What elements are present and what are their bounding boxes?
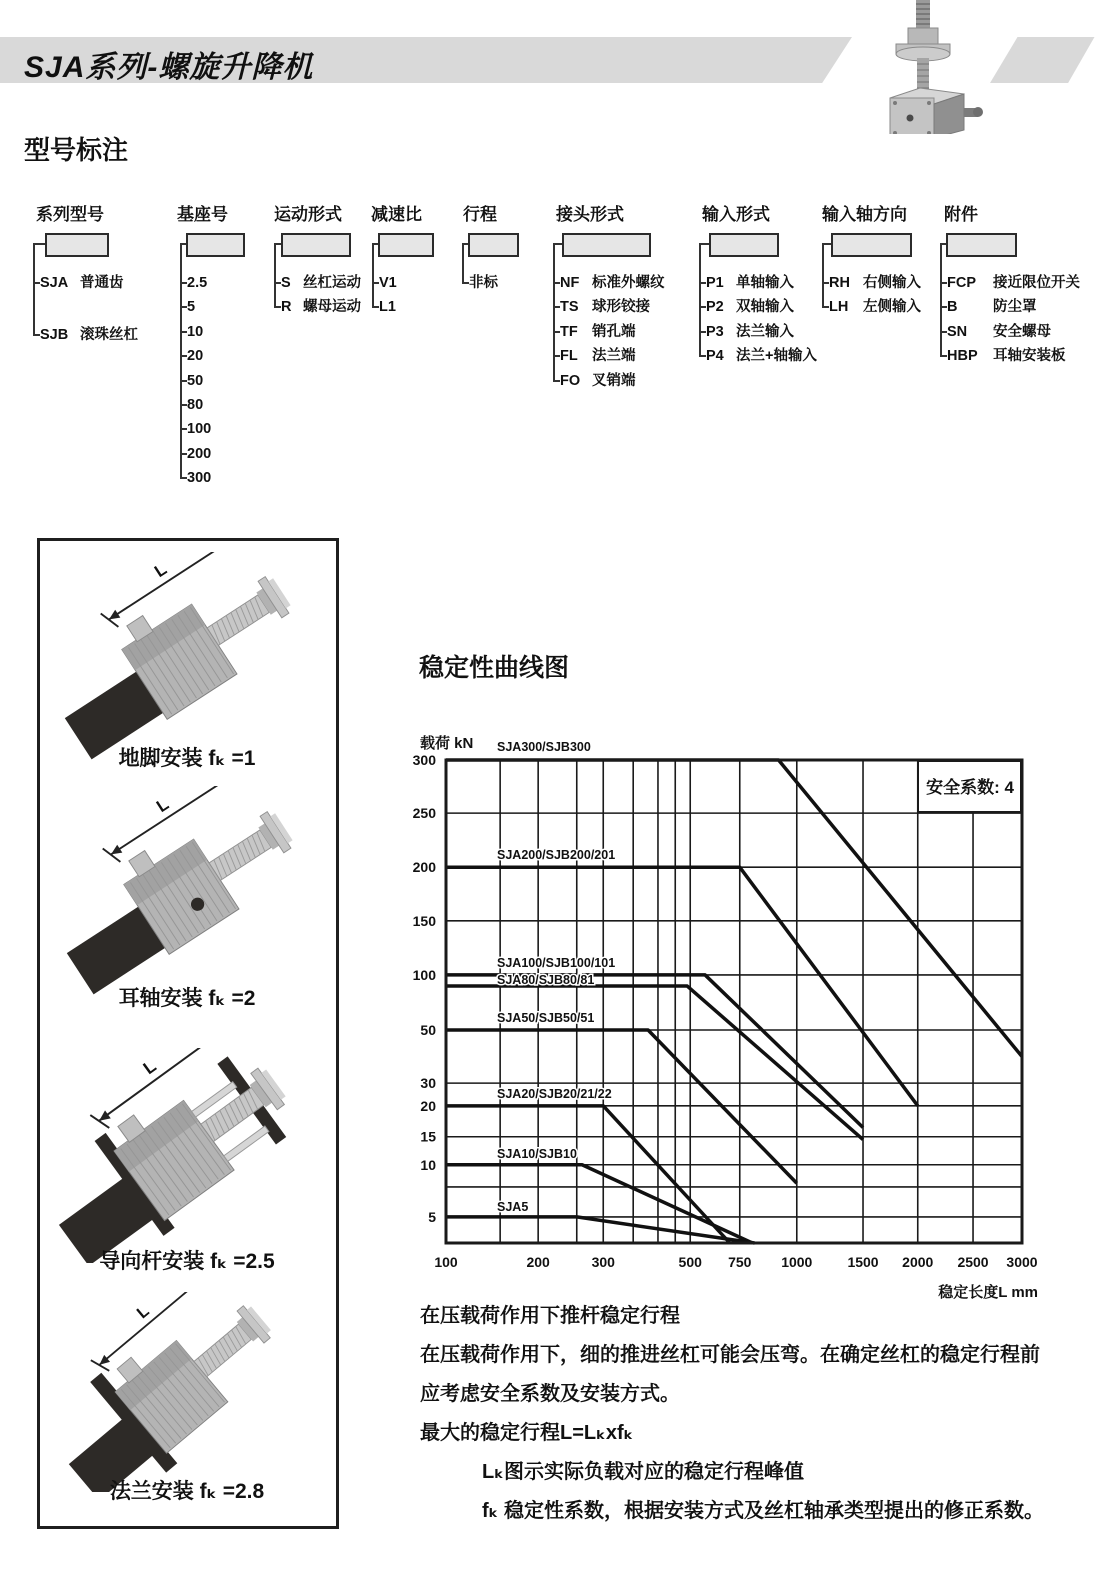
item-code: SJA [40,275,69,291]
tree-bracket-line [699,355,706,357]
tree-item [187,372,203,390]
page-title: SJA系列-螺旋升降机 [24,51,314,84]
dimension-label: L [151,559,171,582]
y-tick-label: 100 [412,966,436,983]
jack-drawing [40,1292,298,1492]
item-code: 10 [187,323,204,340]
note-line: 应考虑安全系数及安装方式。 [420,1383,680,1405]
notes-block [420,1297,1085,1531]
tree-bracket-line [33,243,45,245]
model-code-box [709,233,779,257]
lead-screw [209,830,271,880]
mount-name: 法兰安装 [109,1480,194,1503]
tree-bracket-line [553,243,562,245]
column-header: 附件 [944,205,978,224]
tree-bracket-line [822,243,824,307]
tree-bracket-line [180,477,187,479]
tree-bracket-line [462,243,464,283]
x-tick-label: 1000 [781,1254,813,1270]
y-tick-label: 20 [420,1097,436,1114]
tree-bracket-line [553,282,560,284]
mount-label-trunnion [37,982,337,1012]
x-tick-label: 2000 [902,1254,934,1270]
tree-item [947,323,1051,341]
item-code: 50 [187,372,204,389]
tree-bracket-line [180,453,187,455]
tree-bracket-line [372,306,379,308]
item-code: TF [560,323,578,340]
y-tick-label: 250 [412,805,436,822]
column-header: 输入形式 [702,205,770,224]
x-axis-title: 稳定长度L mm [938,1284,1038,1301]
note-line: fₖ 稳定性系数，根据安装方式及丝杠轴承类型提出的修正系数。 [482,1500,1044,1522]
x-tick-label: 500 [678,1254,702,1270]
stability-chart [370,640,1080,1320]
item-label: 销孔端 [588,323,636,340]
tree-item [187,396,203,414]
item-code: P2 [706,299,724,316]
lead-screw [207,595,269,645]
chart-title: 稳定性曲线图 [419,654,570,682]
tree-item [947,347,1066,365]
item-code: R [281,299,292,316]
tree-bracket-line [33,243,35,335]
model-code-box [468,233,519,257]
header-band-fragment [990,37,1100,83]
series-label: SJA10/SJB10 [497,1147,577,1161]
y-axis-title: 载荷 kN [420,735,474,752]
item-code: FCP [947,275,976,291]
tree-item [187,323,203,341]
series-line [446,986,863,1139]
item-code: SJB [40,327,69,343]
model-code-box [281,233,351,257]
series-line [446,1165,752,1243]
model-code-box [946,233,1017,257]
screw-jack-product-image [856,0,988,134]
item-code: FO [560,372,581,389]
tree-item [706,274,794,292]
column-header: 基座号 [177,205,228,224]
tree-bracket-line [699,282,706,284]
item-label: 滚珠丝杠 [76,327,139,343]
dimension-line [99,1292,206,1365]
y-tick-label: 10 [420,1156,436,1173]
item-label: 左侧输入 [859,299,922,316]
item-code: TS [560,299,579,316]
tree-item [560,298,650,316]
series-label: SJA200/SJB200/201 [497,848,616,862]
note-line: 在压载荷作用下推杆稳定行程 [420,1305,680,1327]
series-label: SJA300/SJB300 [497,740,591,754]
y-tick-label: 5 [428,1208,436,1225]
y-tick-label: 150 [412,912,436,929]
mount-name: 耳轴安装 [118,987,203,1010]
column-header: 系列型号 [36,205,104,224]
model-code-box [562,233,651,257]
item-code: 2.5 [187,275,208,291]
mount-figure-foot [50,552,315,762]
column-header: 行程 [463,205,497,224]
tree-item [379,298,396,316]
tree-bracket-line [180,306,187,308]
item-code: 80 [187,397,204,413]
jack-drawing [40,1048,310,1263]
tree-item [187,469,211,487]
item-code: 200 [187,445,212,462]
tree-bracket-line [822,306,829,308]
tree-bracket-line [462,243,468,245]
x-tick-label: 300 [591,1254,615,1270]
series-line [446,1106,730,1243]
item-code: LH [829,299,849,316]
tree-item [40,274,124,292]
tree-bracket-line [180,243,182,478]
tree-item [560,347,636,365]
model-code-box [186,233,245,257]
column-header: 接头形式 [556,205,624,224]
item-label: 单轴输入 [732,275,795,291]
y-tick-label: 200 [412,859,436,876]
item-label: 法兰端 [588,348,636,365]
mount-figure-guide-rod [40,1048,315,1263]
item-label: 防尘罩 [989,299,1037,316]
dimension-arrow [106,610,120,624]
tree-bracket-line [822,282,829,284]
dimension-arrow [96,1110,110,1124]
tree-item [560,323,636,341]
item-code: V1 [379,275,397,291]
tree-bracket-line [274,243,276,307]
item-code: SN [947,323,968,340]
tree-item [187,347,203,365]
series-label: SJA100/SJB100/101 [497,956,616,970]
y-tick-label: 50 [420,1021,436,1038]
jack-drawing [52,786,308,998]
tree-bracket-line [553,355,560,357]
tree-bracket-line [274,306,281,308]
tree-bracket-line [940,306,947,308]
x-tick-label: 3000 [1006,1254,1038,1270]
tree-bracket-line [180,404,187,406]
y-tick-label: 300 [412,752,436,768]
item-label: 法兰+轴输入 [732,348,817,365]
mount-label-foot [37,742,337,772]
column-header: 运动形式 [274,205,342,224]
item-label: 螺母运动 [299,299,362,316]
tree-item [187,420,211,438]
note-line: 最大的稳定行程L=Lₖxfₖ [420,1422,634,1444]
tree-item [947,274,1080,292]
mount-factor: fₖ =2.5 [210,1250,275,1273]
tree-bracket-line [372,243,374,307]
tree-item [706,298,794,316]
item-code: S [281,275,291,291]
item-code: B [947,299,958,316]
tree-bracket-line [940,355,947,357]
model-code-box [378,233,434,257]
tree-bracket-line [462,282,469,284]
tree-item [187,274,207,292]
tree-bracket-line [940,331,947,333]
tree-bracket-line [33,334,40,336]
item-code: HBP [947,348,978,365]
item-code: L1 [379,299,396,316]
model-code-box [831,233,912,257]
item-label: 法兰输入 [732,323,795,340]
item-code: 300 [187,470,212,487]
tree-bracket-line [372,282,379,284]
tree-bracket-line [940,282,947,284]
tree-bracket-line [274,282,281,284]
tree-bracket-line [553,331,560,333]
tree-bracket-line [180,428,187,430]
item-label: 球形铰接 [588,299,651,316]
tree-bracket-line [822,243,831,245]
item-label: 非标 [469,275,498,291]
dimension-tick [225,786,243,787]
tree-bracket-line [553,306,560,308]
tree-bracket-line [180,355,187,357]
tree-item [281,274,361,292]
item-code: FL [560,348,578,365]
tree-bracket-line [940,243,942,356]
mount-label-flange [37,1475,337,1505]
section-title: 型号标注 [24,135,129,165]
tree-bracket-line [180,282,187,284]
tree-bracket-line [699,331,706,333]
item-code: 5 [187,299,196,316]
x-tick-label: 750 [728,1254,752,1270]
mount-name: 地脚安装 [118,747,203,770]
safety-factor-label: 安全系数: 4 [926,778,1014,797]
tree-item [706,347,817,365]
item-label: 普通齿 [76,275,124,291]
tree-item [560,274,665,292]
tree-bracket-line [553,243,555,381]
series-label: SJA20/SJB20/21/22 [497,1087,612,1101]
tree-item [40,326,138,344]
series-label: SJA5 [497,1200,529,1214]
tree-item [706,323,794,341]
mount-factor: fₖ =1 [208,747,256,770]
jack-drawing [50,552,306,762]
tree-item [829,274,921,292]
tree-item [379,274,397,292]
note-line: 在压载荷作用下，细的推进丝杠可能会压弯。在确定丝杠的稳定行程前 [420,1344,1040,1366]
tree-bracket-line [180,380,187,382]
tree-bracket-line [372,243,378,245]
item-code: P1 [706,275,724,291]
x-tick-label: 200 [526,1254,550,1270]
item-label: 标准外螺纹 [588,275,665,291]
note-line: Lₖ图示实际负载对应的稳定行程峰值 [482,1461,804,1483]
tree-bracket-line [33,282,40,284]
tree-item [829,298,921,316]
series-label: SJA50/SJB50/51 [497,1011,595,1025]
dimension-arrow [108,845,122,859]
screw-jack-drawing [890,0,983,134]
dimension-line [109,552,231,619]
tree-bracket-line [180,243,186,245]
dimension-label: L [153,794,173,817]
tree-item [560,372,636,390]
item-label: 丝杠运动 [299,275,362,291]
tree-bracket-line [699,306,706,308]
mount-factor: fₖ =2 [208,987,256,1010]
dimension-label: L [133,1302,153,1323]
tree-bracket-line [180,331,187,333]
tree-item [187,298,195,316]
lead-screw [194,1324,251,1377]
tree-item [281,298,361,316]
tree-item [469,274,498,292]
x-tick-label: 2500 [957,1254,989,1270]
item-code: RH [829,275,850,291]
item-label: 叉销端 [588,372,636,389]
item-label: 耳轴安装板 [989,348,1066,365]
mount-label-guide-rod [37,1245,337,1275]
dimension-line [111,786,233,854]
x-tick-label: 1500 [847,1254,879,1270]
x-tick-label: 100 [434,1254,458,1270]
guide-rod [224,1126,269,1161]
model-code-box [45,233,109,257]
y-tick-label: 30 [420,1075,436,1092]
item-code: 100 [187,421,212,438]
y-tick-label: 15 [420,1128,436,1145]
tree-bracket-line [553,380,560,382]
tree-bracket-line [274,243,281,245]
column-header: 减速比 [371,205,422,224]
item-label: 双轴输入 [732,299,795,316]
column-header: 输入轴方向 [822,205,907,224]
item-label: 接近限位开关 [989,275,1081,291]
tree-bracket-line [699,243,709,245]
item-code: P4 [706,348,724,365]
mount-name: 导向杆安装 [99,1250,205,1273]
item-code: 20 [187,348,204,365]
tree-item [947,298,1037,316]
item-code: NF [560,275,580,291]
mount-factor: fₖ =2.8 [199,1480,265,1503]
item-code: P3 [706,323,724,340]
dimension-label: L [139,1055,160,1079]
mount-figure-trunnion [52,786,317,998]
item-label: 安全螺母 [989,323,1052,340]
mount-figure-flange [40,1292,310,1492]
item-label: 右侧输入 [859,275,922,291]
tree-bracket-line [699,243,701,356]
series-label: SJA80/SJB80/81 [497,973,595,987]
tree-item [187,445,211,463]
tree-bracket-line [940,243,946,245]
